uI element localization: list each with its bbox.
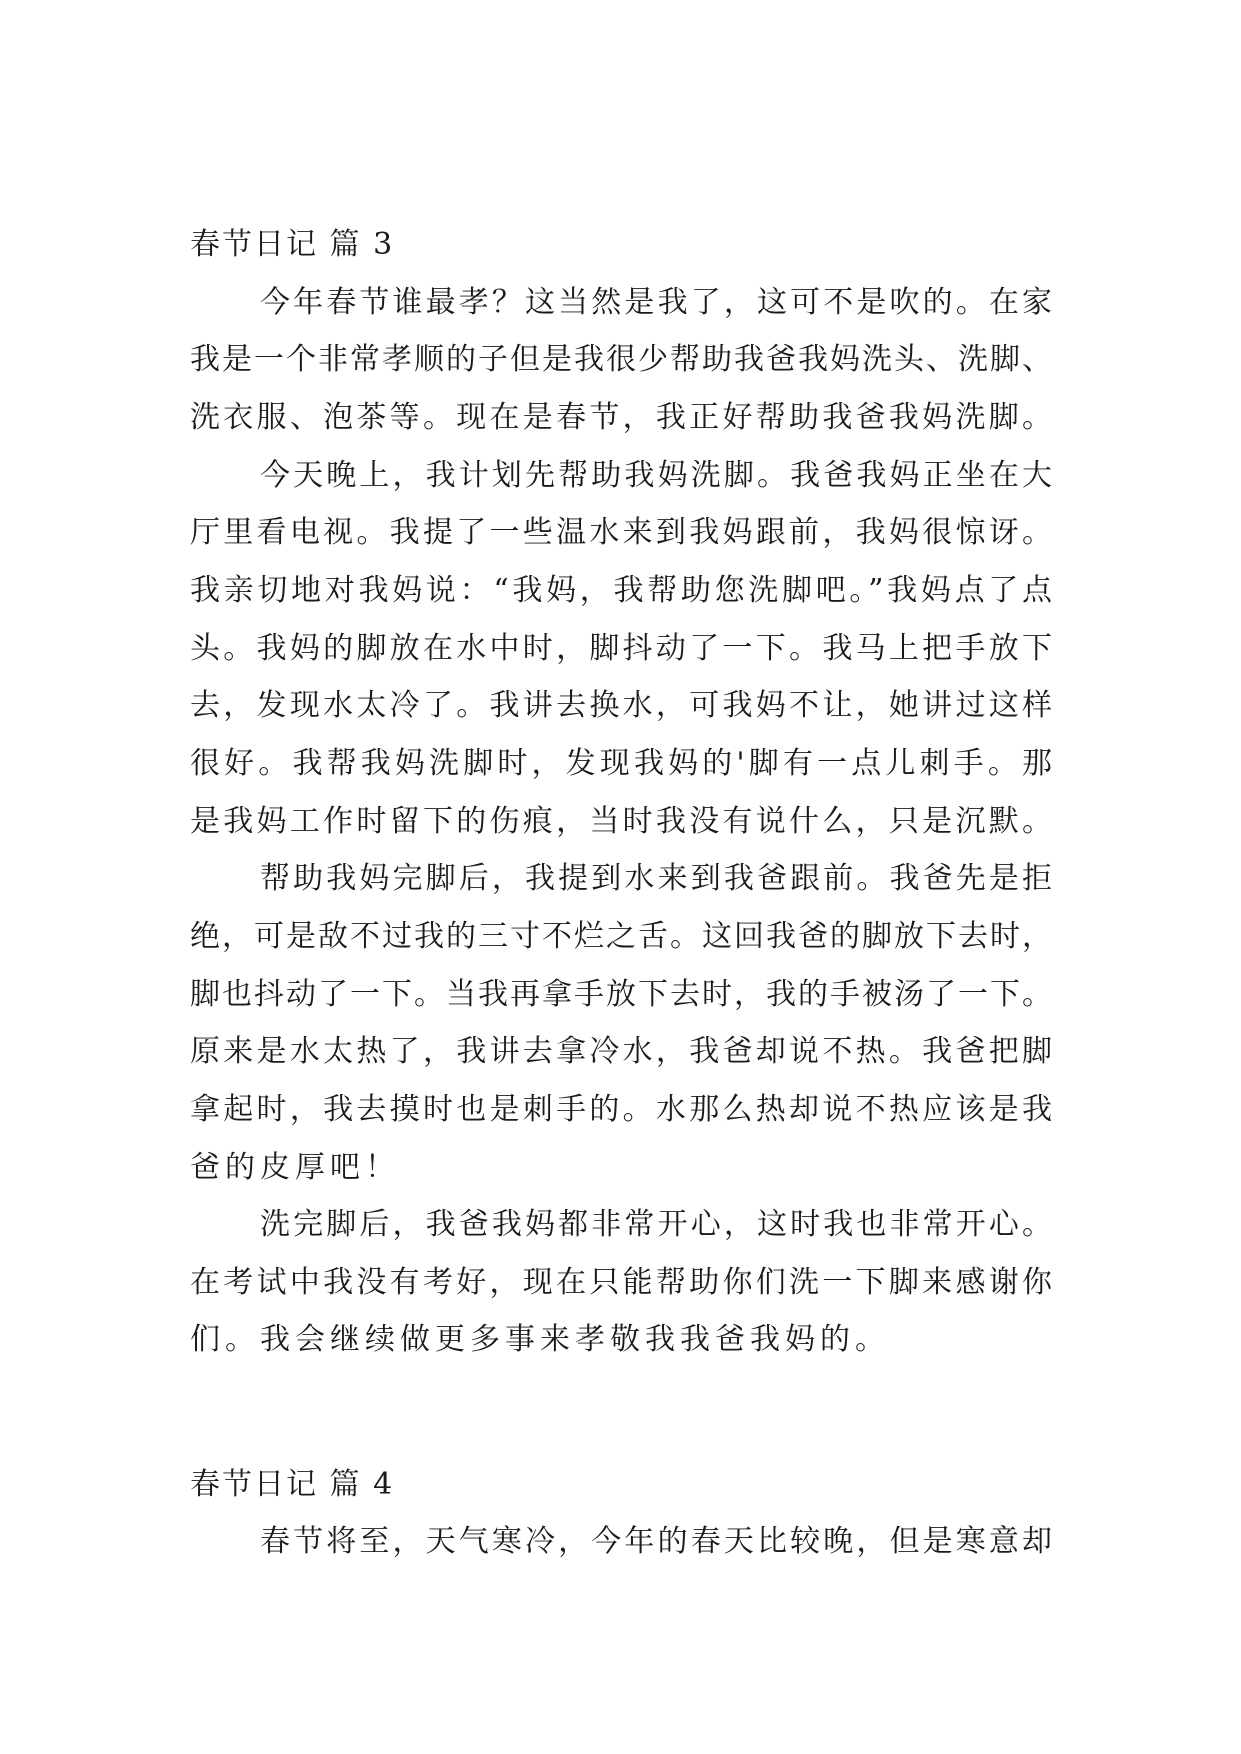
paragraph-line: 们。我会继续做更多事来孝敬我我爸我妈的。	[190, 1322, 890, 1357]
paragraph-line: 去，发现水太冷了。我讲去换水，可我妈不让，她讲过这样	[190, 688, 1052, 723]
paragraph-line: 爸的皮厚吧！	[190, 1150, 400, 1185]
paragraph-line: 洗衣服、泡茶等。现在是春节，我正好帮助我爸我妈洗脚。	[190, 400, 1052, 435]
paragraph-line: 脚也抖动了一下。当我再拿手放下去时，我的手被汤了一下。	[190, 977, 1052, 1012]
paragraph-line: 原来是水太热了，我讲去拿冷水，我爸却说不热。我爸把脚	[190, 1034, 1052, 1069]
paragraph-line: 洗完脚后，我爸我妈都非常开心，这时我也非常开心。	[260, 1207, 1052, 1242]
paragraph-line: 我亲切地对我妈说：“我妈，我帮助您洗脚吧。”我妈点了点	[190, 573, 1052, 608]
paragraph-line: 绝，可是敌不过我的三寸不烂之舌。这回我爸的脚放下去时，	[190, 919, 1052, 954]
section-title: 春节日记 篇 4	[190, 1467, 395, 1502]
paragraph-line: 我是一个非常孝顺的子但是我很少帮助我爸我妈洗头、洗脚、	[190, 342, 1052, 377]
paragraph-line: 今年春节谁最孝？这当然是我了，这可不是吹的。在家	[260, 285, 1052, 320]
paragraph-line: 帮助我妈完脚后，我提到水来到我爸跟前。我爸先是拒	[260, 861, 1052, 896]
paragraph-line: 是我妈工作时留下的伤痕，当时我没有说什么，只是沉默。	[190, 804, 1052, 839]
section-title: 春节日记 篇 3	[190, 227, 395, 262]
paragraph-line: 今天晚上，我计划先帮助我妈洗脚。我爸我妈正坐在大	[260, 458, 1052, 493]
paragraph-line: 在考试中我没有考好，现在只能帮助你们洗一下脚来感谢你	[190, 1265, 1052, 1300]
paragraph-line: 厅里看电视。我提了一些温水来到我妈跟前，我妈很惊讶。	[190, 515, 1052, 550]
paragraph-line: 很好。我帮我妈洗脚时，发现我妈的'脚有一点儿刺手。那	[190, 746, 1052, 781]
paragraph-line: 春节将至，天气寒冷，今年的春天比较晚，但是寒意却	[260, 1524, 1052, 1559]
paragraph-line: 头。我妈的脚放在水中时，脚抖动了一下。我马上把手放下	[190, 631, 1052, 666]
paragraph-line: 拿起时，我去摸时也是刺手的。水那么热却说不热应该是我	[190, 1092, 1052, 1127]
